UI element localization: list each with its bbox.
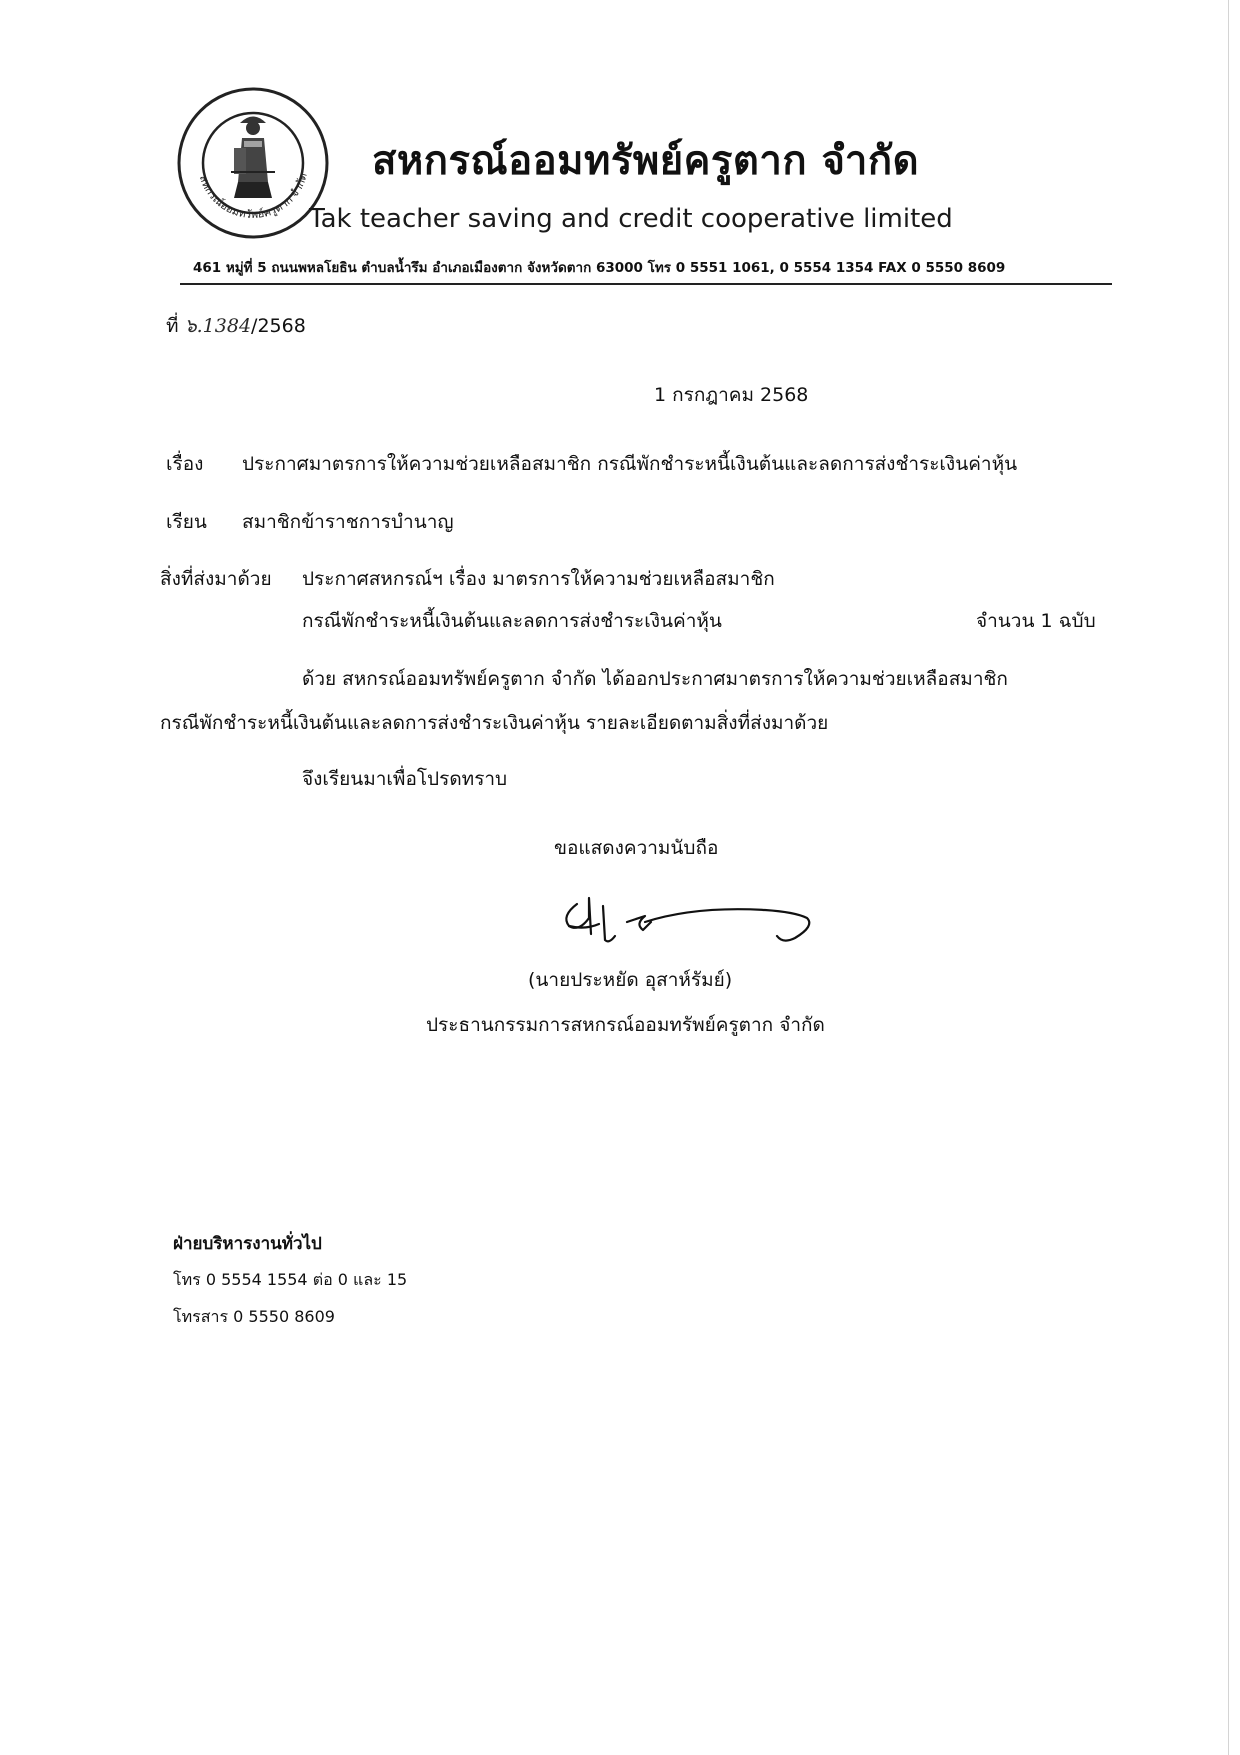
reference-year: /2568 <box>251 315 306 337</box>
enclosure-label: สิ่งที่ส่งมาด้วย <box>160 568 272 590</box>
department-name: ฝ่ายบริหารงานทั่วไป <box>173 1234 322 1254</box>
handwritten-signature <box>555 886 825 966</box>
org-name-english: Tak teacher saving and credit cooperative limited <box>309 204 953 234</box>
header-divider <box>180 283 1112 285</box>
department-fax: โทรสาร 0 5550 8609 <box>173 1307 335 1326</box>
subject-label: เรื่อง <box>166 453 204 475</box>
recipient-text: สมาชิกข้าราชการบำนาญ <box>242 511 454 533</box>
org-address: 461 หมู่ที่ 5 ถนนพหลโยธิน ตำบลน้ำรึม อำเภอเมืองตาก จังหวัดตาก 63000 โทร 0 5551 1061, 0 5554 1354 FAX 0 5550 8609 <box>193 260 1006 276</box>
seal-text: สหกรณ์ออมทรัพย์ครูตาก จำกัด <box>196 171 310 222</box>
subject-text: ประกาศมาตรการให้ความช่วยเหลือสมาชิก กรณีพักชำระหนี้เงินต้นและลดการส่งชำระเงินค่าหุ้น <box>242 453 1018 475</box>
cooperative-seal-icon <box>176 86 330 240</box>
reference-number-handwritten: ๖.1384 <box>184 315 252 337</box>
letter-date: 1 กรกฎาคม 2568 <box>654 384 809 406</box>
body-line-2: กรณีพักชำระหนี้เงินต้นและลดการส่งชำระเงินค่าหุ้น รายละเอียดตามสิ่งที่ส่งมาด้วย <box>160 712 829 734</box>
org-name-thai: สหกรณ์ออมทรัพย์ครูตาก จำกัด <box>372 138 920 184</box>
enclosure-count: จำนวน 1 ฉบับ <box>976 610 1096 632</box>
recipient-label: เรียน <box>166 511 207 533</box>
reference-prefix: ที่ <box>166 315 179 337</box>
respect-closing: ขอแสดงความนับถือ <box>554 837 719 859</box>
scan-edge-line <box>1228 0 1229 1755</box>
department-phone: โทร 0 5554 1554 ต่อ 0 และ 15 <box>173 1270 408 1289</box>
enclosure-line-2: กรณีพักชำระหนี้เงินต้นและลดการส่งชำระเงินค่าหุ้น <box>302 610 722 632</box>
signer-name: (นายประหยัด อุสาห์รัมย์) <box>528 969 733 991</box>
enclosure-line-1: ประกาศสหกรณ์ฯ เรื่อง มาตรการให้ความช่วยเหลือสมาชิก <box>302 568 775 590</box>
reference-number <box>166 311 306 341</box>
signer-title: ประธานกรรมการสหกรณ์ออมทรัพย์ครูตาก จำกัด <box>426 1014 825 1036</box>
body-line-1: ด้วย สหกรณ์ออมทรัพย์ครูตาก จำกัด ได้ออกประกาศมาตรการให้ความช่วยเหลือสมาชิก <box>302 668 1008 690</box>
closing-line: จึงเรียนมาเพื่อโปรดทราบ <box>302 768 508 790</box>
